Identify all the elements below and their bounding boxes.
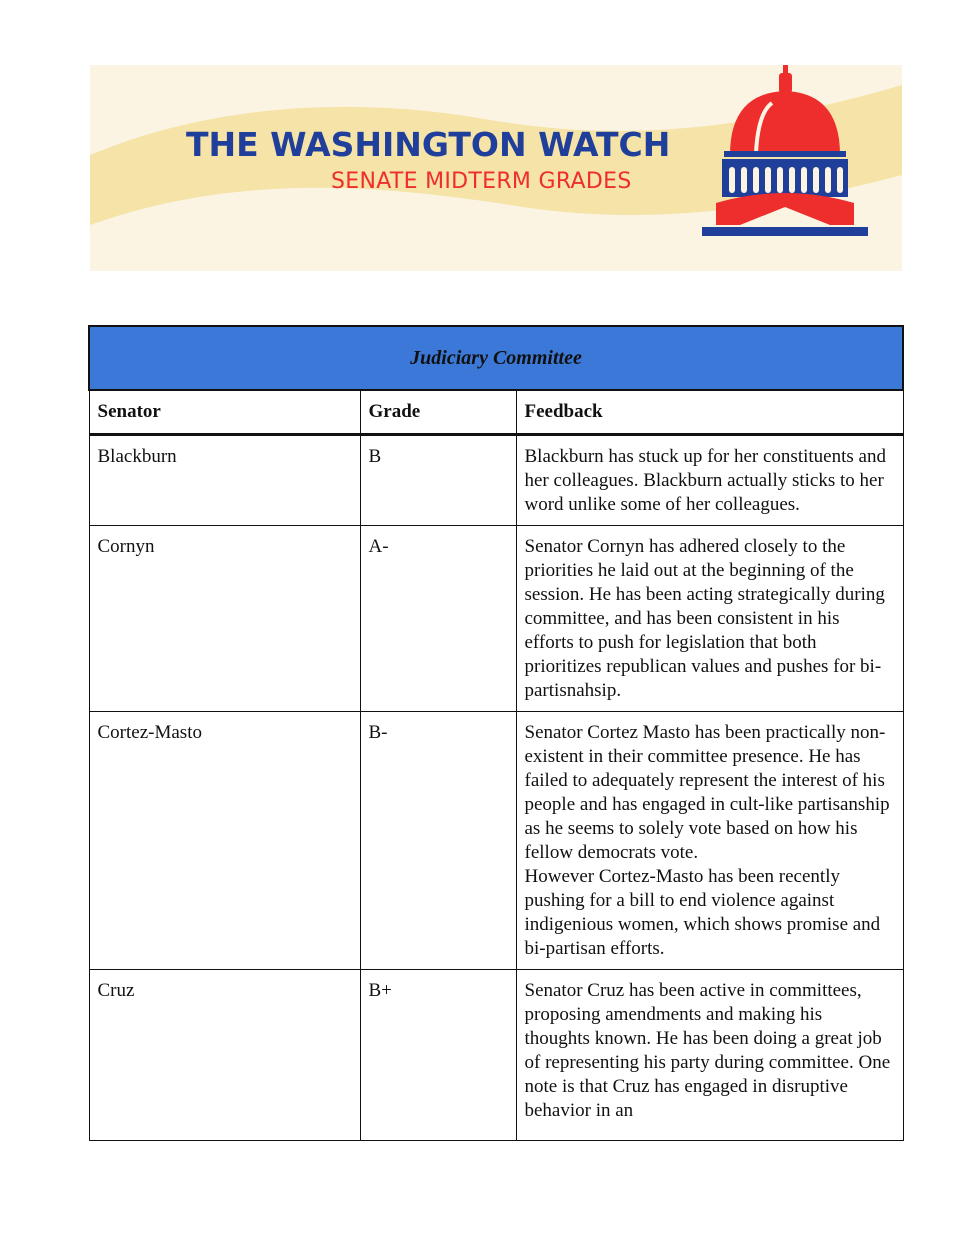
table-row — [89, 526, 903, 712]
table-row — [89, 435, 903, 526]
table-row — [89, 712, 903, 970]
senator-grade: B- — [360, 712, 516, 970]
feedback-paragraph: However Cortez-Masto has been recently pushing for a bill to end violence against indigenious women, which shows promise and bi-partisan efforts. — [524, 866, 881, 959]
banner-subtitle: SENATE MIDTERM GRADES — [331, 169, 632, 194]
table-row — [89, 970, 903, 1141]
senator-name: Cortez-Masto — [89, 712, 360, 970]
senator-name: Blackburn — [89, 435, 360, 526]
feedback-paragraph: Senator Cruz has been active in committees, proposing amendments and making his thoughts known. He has been doing a great job of representing his party during committee. One note is that Cruz has engaged in disruptive behavior in an — [524, 980, 891, 1121]
banner-title: THE WASHINGTON WATCH — [186, 125, 671, 164]
senator-grade: B — [360, 435, 516, 526]
column-header-feedback: Feedback — [516, 390, 903, 435]
senator-name: Cornyn — [89, 526, 360, 712]
senator-grade: A- — [360, 526, 516, 712]
senator-feedback — [516, 712, 903, 970]
capitol-dome-icon — [700, 65, 880, 245]
table-header-row — [89, 390, 903, 435]
column-header-grade: Grade — [360, 390, 516, 435]
senator-feedback — [516, 526, 903, 712]
feedback-paragraph: Senator Cortez Masto has been practically non-existent in their committee presence. He has failed to adequately represent the interest of his people and has engaged in cult-like partisanship as he seems to solely vote based on how his fellow democrats vote. — [524, 722, 890, 863]
grades-table — [88, 325, 904, 1141]
committee-title: Judiciary Committee — [89, 326, 903, 390]
feedback-paragraph: Senator Cornyn has adhered closely to the priorities he laid out at the beginning of the session. He has been acting strategically during committee, and has been consistent in his efforts to push for legislation that both prioritizes republican values and pushes for bi-partisnahsip. — [524, 536, 885, 701]
banner — [90, 65, 902, 271]
senator-grade: B+ — [360, 970, 516, 1141]
feedback-paragraph: Blackburn has stuck up for her constituents and her colleagues. Blackburn actually sticks to her word unlike some of her colleagues. — [524, 446, 886, 515]
senator-name: Cruz — [89, 970, 360, 1141]
senator-feedback — [516, 435, 903, 526]
feedback-clip — [525, 979, 891, 1132]
senator-feedback — [516, 970, 903, 1141]
column-header-senator: Senator — [89, 390, 360, 435]
